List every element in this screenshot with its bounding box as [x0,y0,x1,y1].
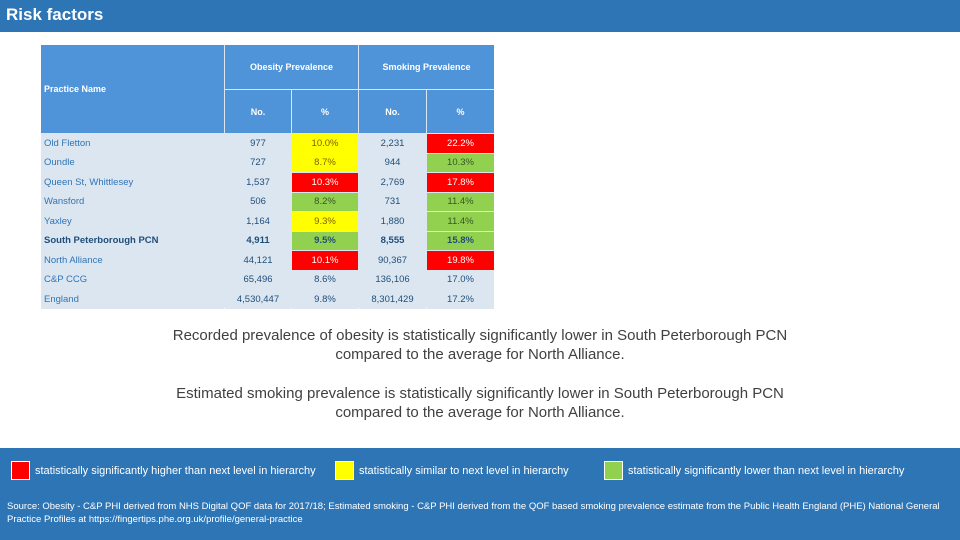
obesity-pct-cell: 8.7% [292,154,358,173]
obesity-note-line1: Recorded prevalence of obesity is statistically significantly lower in South Peterborough PCN [172,327,788,344]
notes [0,326,960,442]
risk-factors-table-container [41,45,494,308]
practice-name-cell: Queen St, Whittlesey [41,173,224,192]
smoking-pct-cell: 10.3% [427,154,494,173]
obesity-count-cell: 4,911 [225,232,291,251]
obesity-no-header: No. [225,90,291,133]
table-row [41,271,494,290]
smoking-pct-cell: 17.8% [427,173,494,192]
smoking-pct-cell: 15.8% [427,232,494,251]
smoking-pct-cell: 11.4% [427,212,494,231]
smoking-pct-cell: 17.2% [427,290,494,309]
table-row [41,290,494,309]
smoking-note-line1: Estimated smoking prevalence is statistically significantly lower in South Peterborough PCN [176,385,784,402]
practice-name-cell: North Alliance [41,251,224,270]
smoking-count-cell: 2,769 [359,173,426,192]
smoking-count-cell: 8,301,429 [359,290,426,309]
table-row [41,251,494,270]
source-note: Source: Obesity - C&P PHI derived from NHS Digital QOF data for 2017/18; Estimated smoking - C&P PHI derived from the QOF based smoking prevalence estimate from the Public Health England (PHE) National General Practice Profiles at https://fingertips.phe.org.uk/profile/general-practice [7,501,940,525]
obesity-count-cell: 1,164 [225,212,291,231]
obesity-pct-cell: 10.1% [292,251,358,270]
legend-label-higher: statistically significantly higher than next level in hierarchy [35,465,316,477]
practice-name-cell: C&P CCG [41,271,224,290]
obesity-count-cell: 44,121 [225,251,291,270]
obesity-count-cell: 1,537 [225,173,291,192]
table-body [41,134,494,309]
practice-name-cell: Old Fletton [41,134,224,153]
obesity-count-cell: 727 [225,154,291,173]
smoking-pct-cell: 17.0% [427,271,494,290]
legend-swatch-green [604,461,623,480]
practice-name-cell: England [41,290,224,309]
practice-name-cell: Wansford [41,193,224,212]
legend-swatch-yellow [335,461,354,480]
smoking-no-header: No. [359,90,426,133]
practice-name-cell: Yaxley [41,212,224,231]
smoking-count-cell: 136,106 [359,271,426,290]
smoking-count-cell: 90,367 [359,251,426,270]
smoking-count-cell: 1,880 [359,212,426,231]
obesity-count-cell: 977 [225,134,291,153]
obesity-pct-cell: 8.6% [292,271,358,290]
header-bar [0,0,960,33]
smoking-pct-cell: 11.4% [427,193,494,212]
obesity-count-cell: 65,496 [225,271,291,290]
footer-panel [0,448,960,540]
page-title: Risk factors [6,5,104,24]
table-row [41,232,494,251]
obesity-pct-header: % [292,90,358,133]
obesity-note-line2: compared to the average for North Alliance. [335,346,625,363]
legend-label-lower: statistically significantly lower than next level in hierarchy [628,465,905,477]
smoking-count-cell: 8,555 [359,232,426,251]
obesity-prevalence-header: Obesity Prevalence [225,45,358,89]
obesity-count-cell: 506 [225,193,291,212]
smoking-count-cell: 2,231 [359,134,426,153]
practice-name-cell: Oundle [41,154,224,173]
table-row [41,193,494,212]
obesity-pct-cell: 9.8% [292,290,358,309]
obesity-count-cell: 4,530,447 [225,290,291,309]
smoking-count-cell: 731 [359,193,426,212]
obesity-pct-cell: 8.2% [292,193,358,212]
smoking-count-cell: 944 [359,154,426,173]
legend-swatch-red [11,461,30,480]
smoking-pct-cell: 19.8% [427,251,494,270]
obesity-pct-cell: 10.0% [292,134,358,153]
smoking-note-line2: compared to the average for North Alliance. [335,404,625,421]
smoking-pct-header: % [427,90,494,133]
smoking-pct-cell: 22.2% [427,134,494,153]
obesity-note [0,326,960,364]
table-row [41,134,494,153]
obesity-pct-cell: 10.3% [292,173,358,192]
legend-label-similar: statistically similar to next level in hierarchy [359,465,569,477]
table-row [41,173,494,192]
table-row [41,154,494,173]
smoking-prevalence-header: Smoking Prevalence [359,45,494,89]
obesity-pct-cell: 9.3% [292,212,358,231]
obesity-pct-cell: 9.5% [292,232,358,251]
smoking-note [0,384,960,422]
practice-name-header: Practice Name [41,45,224,133]
table-row [41,212,494,231]
practice-name-cell: South Peterborough PCN [41,232,224,251]
risk-factors-table [40,44,495,310]
